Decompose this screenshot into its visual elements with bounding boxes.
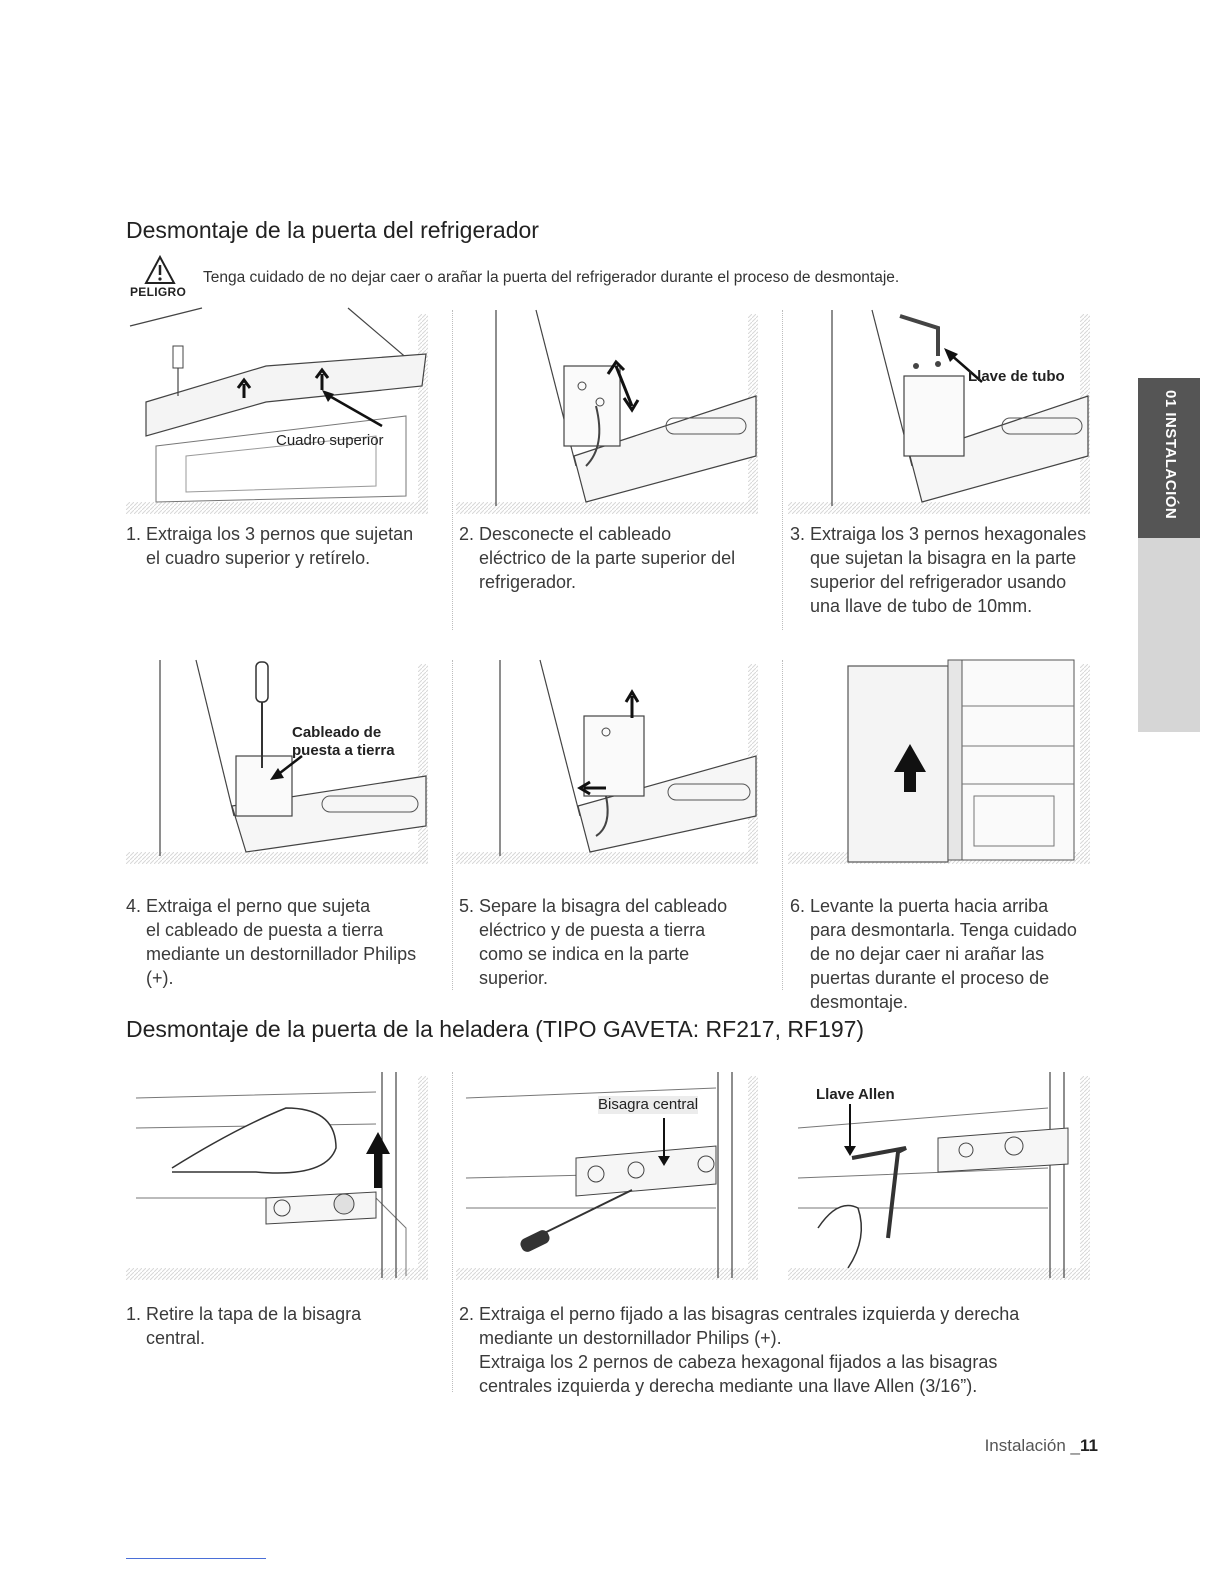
figure-separate-hinge [456, 656, 762, 868]
step-text: Extraiga los 3 pernos que sujetan el cuadro superior y retírelo. [146, 524, 414, 568]
figure-hinge-cover [126, 1068, 432, 1284]
warning-label: PELIGRO [130, 285, 187, 299]
callout-line-2: puesta a tierra [292, 742, 395, 759]
side-tab-label: 01 INSTALACIÓN [1162, 390, 1179, 520]
column-divider [452, 310, 453, 630]
chapter-side-tab [1138, 378, 1200, 732]
step-number: 1. [126, 524, 142, 544]
figure-ground-wire [126, 656, 432, 868]
column-divider [782, 660, 783, 990]
column-divider [782, 310, 783, 630]
callout-llave-allen: Llave Allen [816, 1086, 895, 1103]
step-number: 5. [459, 896, 475, 916]
page-footer [985, 1436, 1098, 1456]
section-title-freezer-door: Desmontaje de la puerta de la heladera (TIPO GAVETA: RF217, RF197) [126, 1016, 865, 1042]
step-number: 6. [790, 896, 806, 916]
figure-allen-key [788, 1068, 1094, 1284]
step-number: 2. [459, 524, 475, 544]
callout-bisagra-central: Bisagra central [598, 1096, 699, 1113]
callout-cableado-puesta-tierra [292, 724, 395, 760]
figure-top-frame [126, 306, 432, 518]
step-text: Separe la bisagra del cableado eléctrico y de puesta a tierra como se indica en la parte superior. [479, 896, 728, 988]
footer-section: Instalación _ [984, 1436, 1081, 1455]
figure-wiring [456, 306, 762, 518]
step-text: Desconecte el cableado eléctrico de la parte superior del refrigerador. [479, 524, 736, 592]
step-text: Retire la tapa de la bisagra central. [146, 1304, 362, 1348]
bottom-rule [126, 1558, 266, 1559]
step-text: Levante la puerta hacia arriba para desmontarla. Tenga cuidado de no dejar caer ni arañar las puertas durante el proceso de desmontaje. [810, 896, 1077, 1012]
step-number: 2. [459, 1304, 475, 1324]
page-number: 11 [1080, 1436, 1098, 1455]
column-divider [452, 660, 453, 990]
step-number: 3. [790, 524, 806, 544]
warning-text: Tenga cuidado de no dejar caer o arañar la puerta del refrigerador durante el proceso de desmontaje. [203, 269, 900, 286]
step-text: Extraiga el perno que sujeta el cableado de puesta a tierra mediante un destornillador Philips (+). [146, 896, 417, 988]
callout-llave-de-tubo: Llave de tubo [968, 368, 1065, 385]
callout-line-1: Cableado de [292, 724, 382, 741]
callout-cuadro-superior: Cuadro superior [276, 432, 384, 449]
step-text: Extraiga el perno fijado a las bisagras centrales izquierda y derecha mediante un destornillador Philips (+). Extraiga los 2 pernos de cabeza hexagonal fijados a las bisagras centrales izquierda y derecha mediante una llave Allen (3/16”). [479, 1304, 1020, 1396]
figure-center-hinge [456, 1068, 762, 1284]
step-text: Extraiga los 3 pernos hexagonales que sujetan la bisagra en la parte superior del refrigerador usando una llave de tubo de 10mm. [810, 524, 1087, 616]
section-title-refrigerator-door: Desmontaje de la puerta del refrigerador [126, 217, 539, 243]
figure-lift-door [788, 656, 1094, 868]
column-divider [452, 1072, 453, 1392]
figure-hex-bolts [788, 306, 1094, 518]
step-number: 4. [126, 896, 142, 916]
warning-triangle-icon [144, 255, 176, 285]
step-number: 1. [126, 1304, 142, 1324]
